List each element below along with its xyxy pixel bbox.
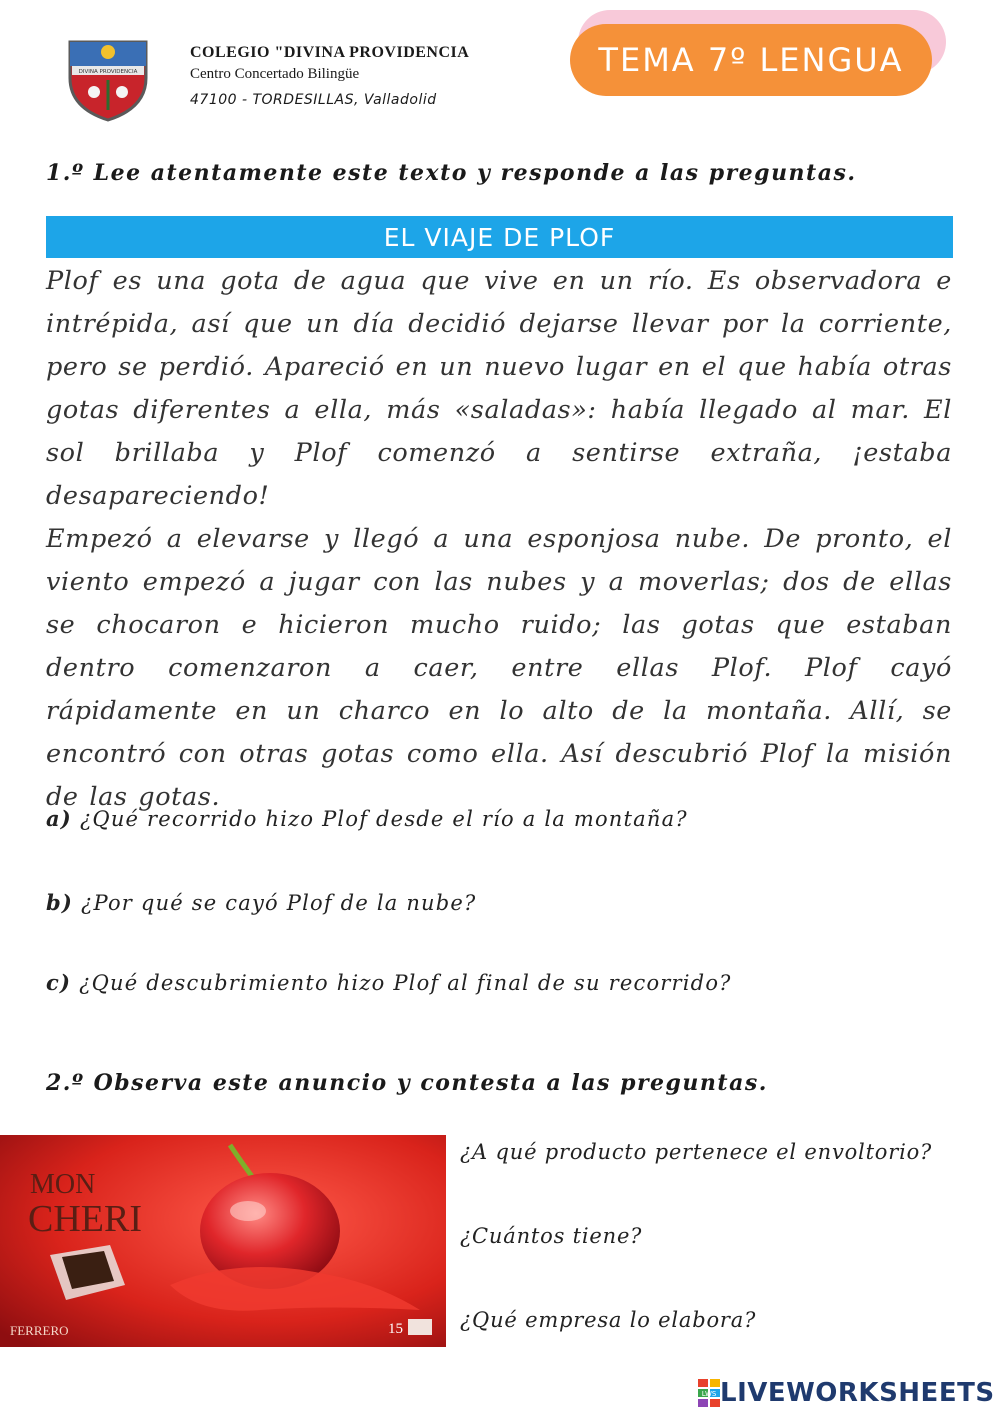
exercise-2-title: 2.º Observa este anuncio y contesta a las preguntas. bbox=[46, 1070, 768, 1096]
ad-question-2: ¿Cuántos tiene? bbox=[460, 1224, 643, 1248]
question-letter: a) bbox=[46, 806, 72, 831]
school-crest bbox=[62, 32, 154, 124]
story-title: EL VIAJE DE PLOF bbox=[46, 216, 953, 258]
liveworksheets-logo[interactable] bbox=[698, 1378, 995, 1408]
school-address: 47100 - TORDESILLAS, Valladolid bbox=[190, 92, 437, 108]
question-letter: c) bbox=[46, 970, 72, 995]
school-name: COLEGIO "DIVINA PROVIDENCIA bbox=[190, 44, 470, 61]
mon-cheri-ad-image bbox=[0, 1135, 446, 1347]
ad-question-1: ¿A qué producto pertenece el envoltorio? bbox=[460, 1140, 933, 1164]
school-subtitle: Centro Concertado Bilingüe bbox=[190, 66, 360, 82]
question-text: ¿Qué recorrido hizo Plof desde el río a la montaña? bbox=[79, 807, 688, 831]
story-paragraph: Empezó a elevarse y llegó a una esponjosa nube. De pronto, el viento empezó a jugar con las nubes y a moverlas; dos de ellas se chocaron e hicieron mucho ruido; las gotas que estaban dentro comenzaron a caer, entre ellas Plof. Plof cayó rápidamente en un charco en lo alto de la montaña. Allí, se encontró con otras gotas como ella. Así descubrió Plof la misión de las gotas. bbox=[46, 524, 952, 812]
question-letter: b) bbox=[46, 890, 74, 915]
story-paragraph: Plof es una gota de agua que vive en un río. Es observadora e intrépida, así que un día decidió dejarse llevar por la corriente, pero se perdió. Apareció en un nuevo lugar en el que había otras gotas diferentes a ella, más «saladas»: había llegado al mar. El sol brillaba y Plof comenzó a sentirse extraña, ¡estaba desapareciendo! bbox=[46, 266, 952, 511]
svg-text:LWS: LWS bbox=[701, 1390, 717, 1398]
liveworksheets-icon bbox=[698, 1379, 720, 1407]
svg-text:MON: MON bbox=[30, 1169, 96, 1200]
tema-badge: TEMA 7º LENGUA bbox=[570, 24, 932, 96]
question-text: ¿Qué descubrimiento hizo Plof al final de su recorrido? bbox=[79, 971, 732, 995]
svg-text:15: 15 bbox=[388, 1321, 403, 1337]
story-text bbox=[46, 260, 952, 819]
svg-text:DIVINA PROVIDENCIA: DIVINA PROVIDENCIA bbox=[78, 69, 138, 75]
liveworksheets-text: LIVEWORKSHEETS bbox=[720, 1378, 995, 1408]
svg-text:FERRERO: FERRERO bbox=[10, 1323, 69, 1338]
ad-question-3: ¿Qué empresa lo elabora? bbox=[460, 1308, 757, 1332]
question-text: ¿Por qué se cayó Plof de la nube? bbox=[81, 891, 477, 915]
question-c bbox=[46, 970, 732, 995]
exercise-1-title: 1.º Lee atentamente este texto y responde a las preguntas. bbox=[46, 160, 857, 186]
question-b bbox=[46, 890, 477, 915]
svg-text:CHERI: CHERI bbox=[28, 1198, 142, 1240]
question-a bbox=[46, 806, 688, 831]
